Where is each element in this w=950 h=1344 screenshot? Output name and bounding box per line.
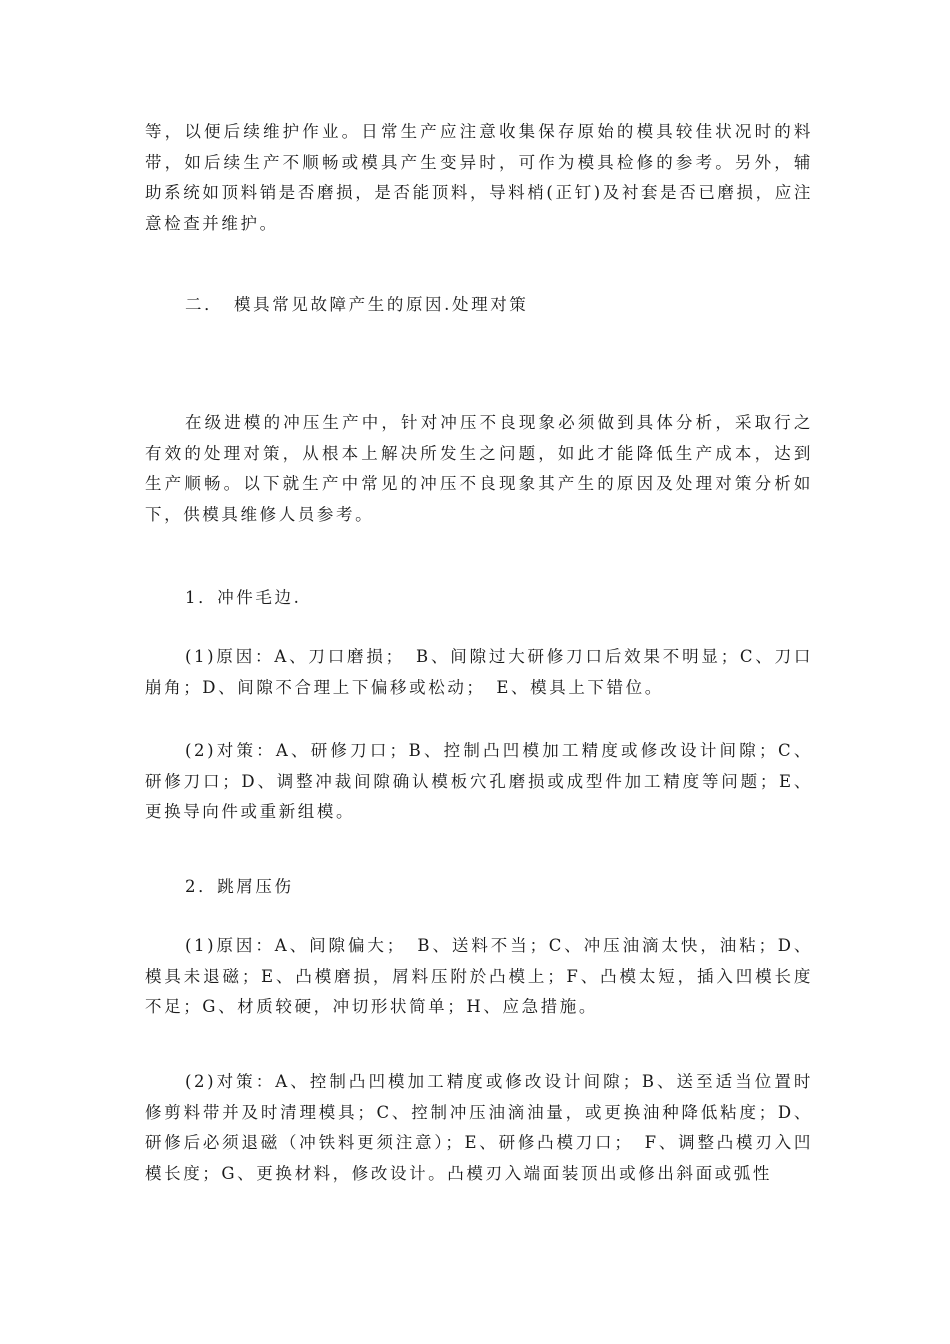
- item1-heading: 1．冲件毛边.: [185, 588, 302, 607]
- paragraph-maintenance: 等，以便后续维护作业。日常生产应注意收集保存原始的模具较佳状况时的料带，如后续生产不顺畅或模具产生变异时，可作为模具检修的参考。另外，辅助系统如顶料销是否磨损，是否能顶料，导料梢(正钉)及衬套是否已磨损，应注意检查并维护。: [145, 122, 813, 233]
- item1-cause-paragraph: (1)原因：A、刀口磨损； B、间隙过大研修刀口后效果不明显；C、刀口崩角；D、间隙不合理上下偏移或松动； E、模具上下错位。: [145, 647, 813, 697]
- section-heading: 二． 模具常见故障产生的原因.处理对策: [185, 295, 529, 314]
- paragraph-intro: 在级进模的冲压生产中，针对冲压不良现象必须做到具体分析，采取行之有效的处理对策，从根本上解决所发生之问题，如此才能降低生产成本，达到生产顺畅。以下就生产中常见的冲压不良现象其产生的原因及处理对策分析如下，供模具维修人员参考。: [145, 413, 813, 524]
- item2-heading: 2．跳屑压伤: [185, 877, 294, 896]
- item2-cause-paragraph: (1)原因：A、间隙偏大； B、送料不当；C、冲压油滴太快，油粘；D、模具未退磁；E、凸模磨损，屑料压附於凸模上；F、凸模太短，插入凹模长度不足；G、材质较硬，冲切形状简单；H、应急措施。: [145, 936, 813, 1016]
- item2-measure-paragraph: (2)对策：A、控制凸凹模加工精度或修改设计间隙；B、送至适当位置时修剪料带并及时清理模具；C、控制冲压油滴油量，或更换油种降低粘度；D、研修后必须退磁（冲铁料更须注意）；E、研修凸模刀口； F、调整凸模刃入凹模长度；G、更换材料，修改设计。凸模刃入端面装顶出或修出斜面或弧性: [145, 1072, 813, 1183]
- item1-measure-paragraph: (2)对策：A、研修刀口；B、控制凸凹模加工精度或修改设计间隙；C、研修刀口；D、调整冲裁间隙确认模板穴孔磨损或成型件加工精度等问题；E、更换导向件或重新组模。: [145, 741, 813, 821]
